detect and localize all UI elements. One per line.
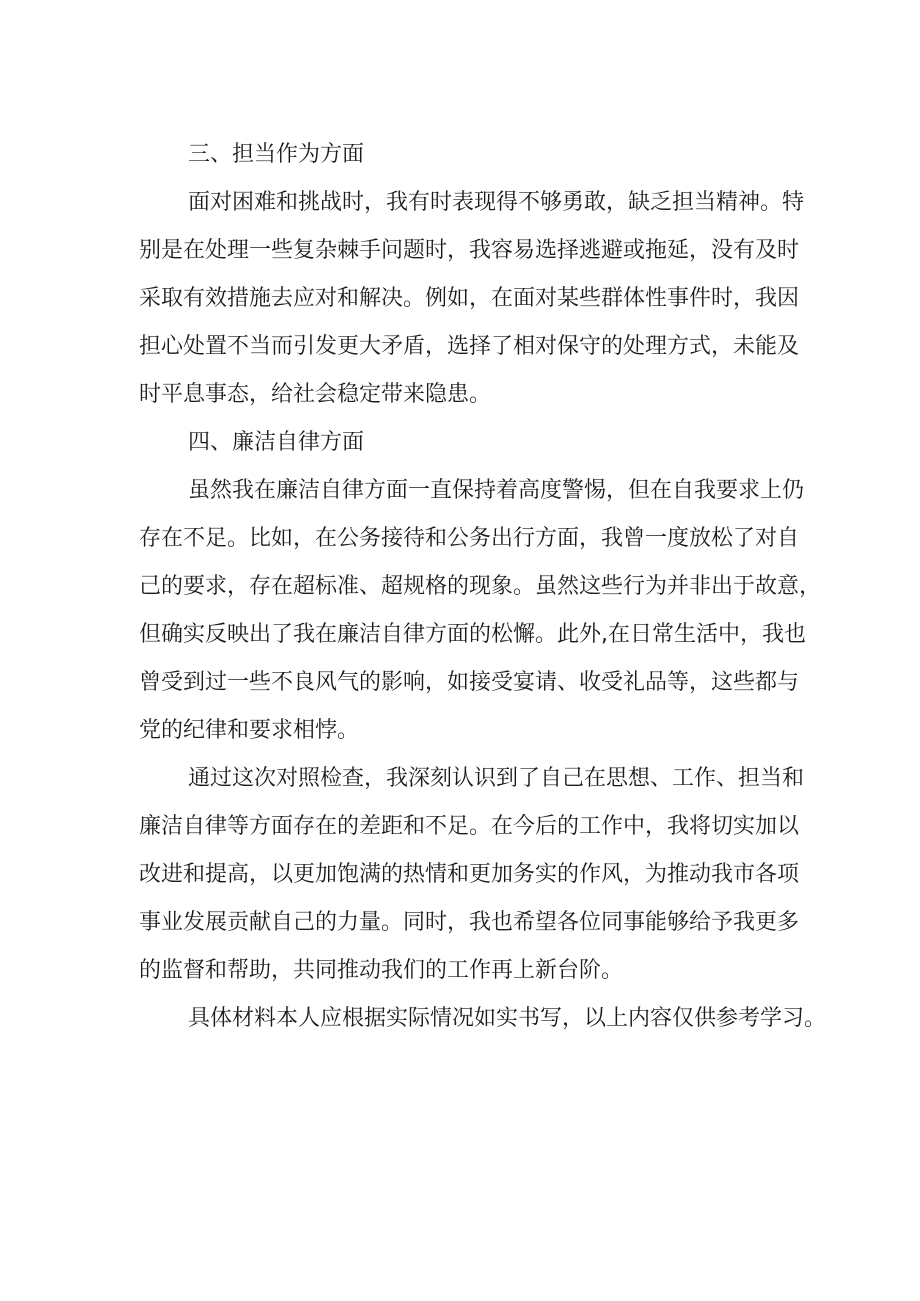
paragraph-line: 己的要求，存在超标准、超规格的现象。虽然这些行为并非出于故意， xyxy=(139,574,822,599)
paragraph-line: 别是在处理一些复杂棘手问题时，我容易选择逃避或拖延，没有及时 xyxy=(139,238,800,263)
paragraph-line: 但确实反映出了我在廉洁自律方面的松懈。此外,在日常生活中，我也 xyxy=(139,622,806,647)
paragraph-line: 存在不足。比如，在公务接待和公务出行方面，我曾一度放松了对自 xyxy=(139,526,800,551)
paragraph-line: 采取有效措施去应对和解决。例如，在面对某些群体性事件时，我因 xyxy=(139,286,800,311)
section-heading-4: 四、廉洁自律方面 xyxy=(188,430,365,455)
paragraph-line: 党的纪律和要求相悖。 xyxy=(139,718,360,743)
paragraph-line: 廉洁自律等方面存在的差距和不足。在今后的工作中，我将切实加以 xyxy=(139,814,800,839)
paragraph-line: 面对困难和挑战时，我有时表现得不够勇敢，缺乏担当精神。特 xyxy=(188,190,805,215)
paragraph-line: 虽然我在廉洁自律方面一直保持着高度警惕，但在自我要求上仍 xyxy=(188,478,805,503)
closing-note: 具体材料本人应根据实际情况如实书写，以上内容仅供参考学习。 xyxy=(188,1006,827,1031)
paragraph-line: 事业发展贡献自己的力量。同时，我也希望各位同事能够给予我更多 xyxy=(139,910,800,935)
paragraph-line: 时平息事态，给社会稳定带来隐患。 xyxy=(139,382,492,407)
paragraph-line: 担心处置不当而引发更大矛盾，选择了相对保守的处理方式，未能及 xyxy=(139,334,800,359)
paragraph-line: 改进和提高，以更加饱满的热情和更加务实的作风，为推动我市各项 xyxy=(139,862,800,887)
paragraph-line: 的监督和帮助，共同推动我们的工作再上新台阶。 xyxy=(139,958,624,983)
paragraph-line: 通过这次对照检查，我深刻认识到了自己在思想、工作、担当和 xyxy=(188,766,805,791)
paragraph-line: 曾受到过一些不良风气的影响，如接受宴请、收受礼品等，这些都与 xyxy=(139,670,800,695)
section-heading-3: 三、担当作为方面 xyxy=(188,142,365,167)
